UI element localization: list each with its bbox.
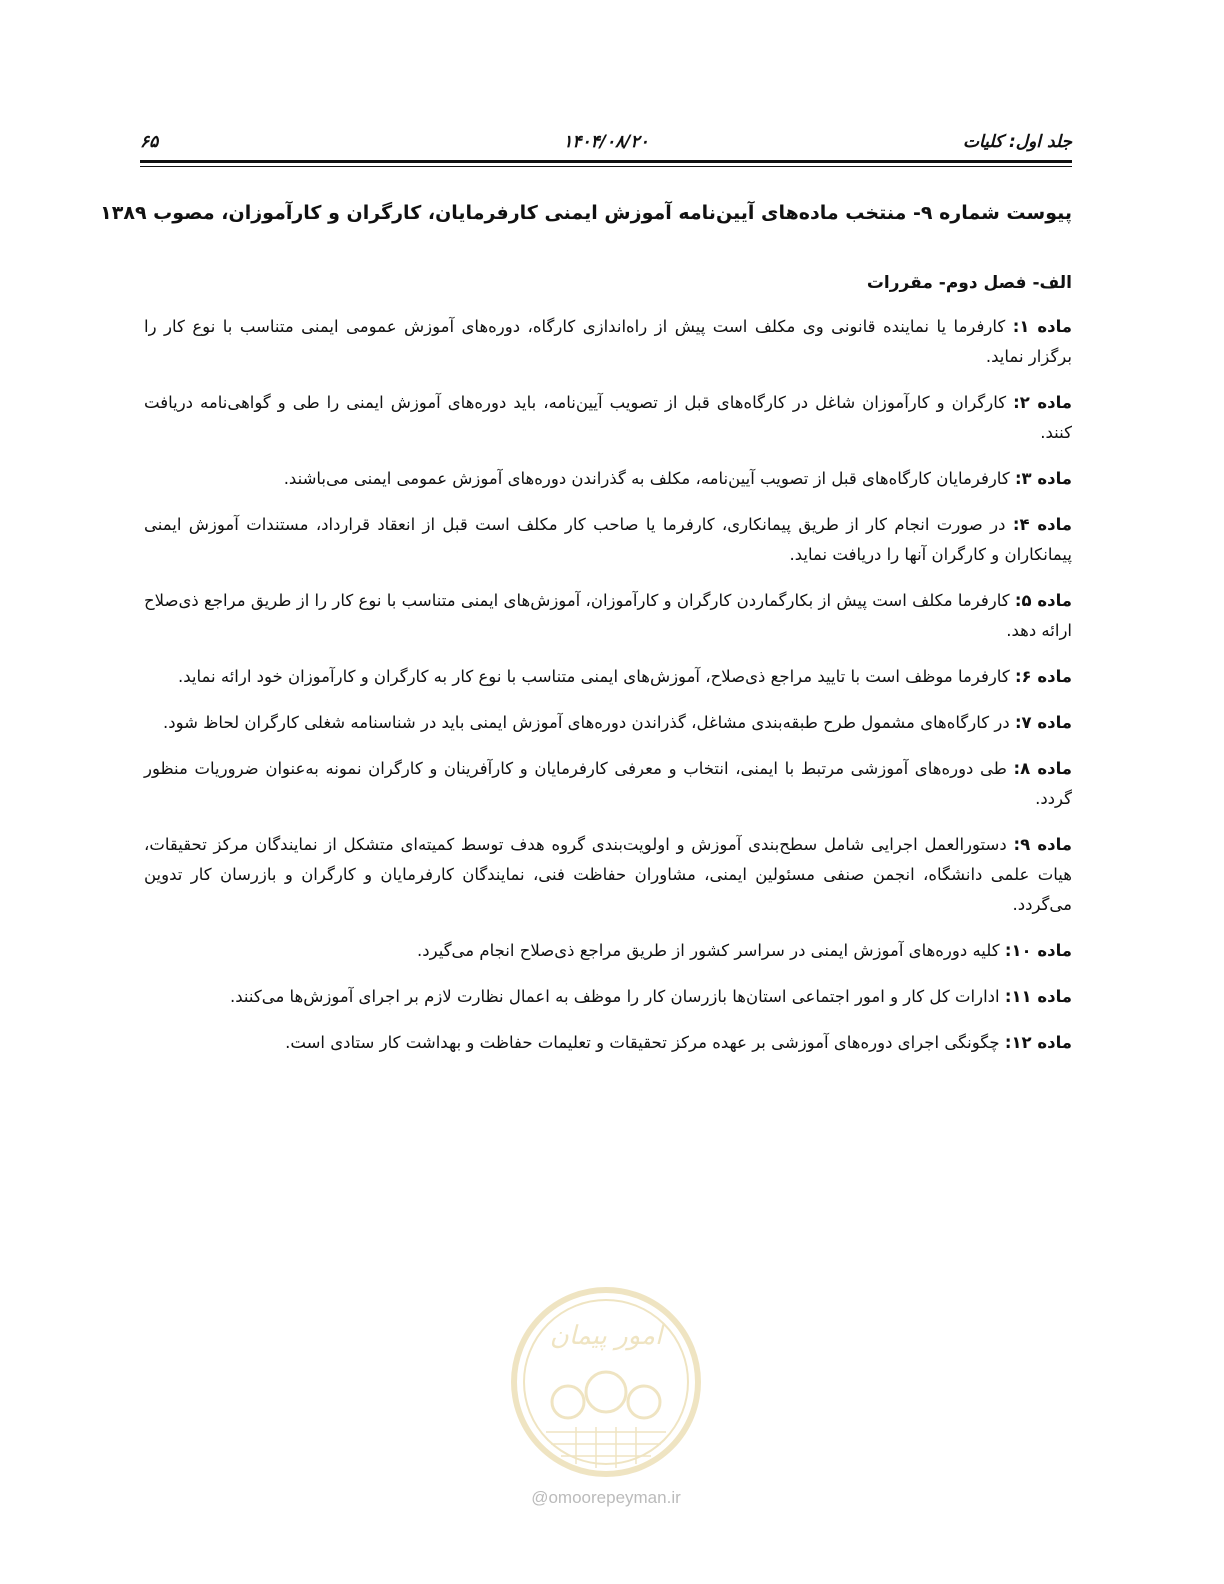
article-text: کارفرما مکلف است پیش از بکارگماردن کارگران و کارآموزان، آموزش‌های ایمنی متناسب با نوع کار را از طریق مراجع ذی‌صلاح ارائه دهد. bbox=[144, 591, 1072, 640]
article-11 bbox=[144, 982, 1072, 1012]
article-1 bbox=[144, 312, 1072, 372]
article-label: ماده ۱۰: bbox=[1004, 941, 1072, 960]
article-3 bbox=[144, 464, 1072, 494]
article-6 bbox=[144, 662, 1072, 692]
header-rule-thin bbox=[140, 166, 1072, 167]
article-text: ادارات کل کار و امور اجتماعی استان‌ها بازرسان کار را موظف به اعمال نظارت لازم بر اجرای آموزش‌ها می‌کنند. bbox=[229, 987, 1005, 1006]
publisher-logo-watermark bbox=[506, 1282, 706, 1482]
article-12 bbox=[144, 1028, 1072, 1058]
article-label: ماده ۲: bbox=[1013, 393, 1072, 412]
article-label: ماده ۵: bbox=[1014, 591, 1072, 610]
article-text: در صورت انجام کار از طریق پیمانکاری، کارفرما یا صاحب کار مکلف است قبل از انعقاد قرارداد، مستندات آموزش ایمنی پیمانکاران و کارگران آنها را دریافت نماید. bbox=[144, 515, 1072, 564]
header-rule-thick bbox=[140, 160, 1072, 163]
article-label: ماده ۱۱: bbox=[1004, 987, 1072, 1006]
header-date: ۱۴۰۴/۰۸/۲۰ bbox=[563, 132, 649, 152]
appendix-title: پیوست شماره ۹- منتخب ماده‌های آیین‌نامه آموزش ایمنی کارفرمایان، کارگران و کارآموزان، مصوب ۱۳۸۹ bbox=[100, 202, 1072, 224]
article-text: در کارگاه‌های مشمول طرح طبقه‌بندی مشاغل، گذراندن دوره‌های آموزش ایمنی باید در شناسنامه شغلی کارگران لحاظ شود. bbox=[162, 713, 1015, 732]
articles-body bbox=[144, 268, 1072, 1074]
article-label: ماده ۸: bbox=[1013, 759, 1072, 778]
article-text: چگونگی اجرای دوره‌های آموزشی بر عهده مرکز تحقیقات و تعلیمات حفاظت و بهداشت کار ستادی است. bbox=[285, 1033, 1005, 1052]
article-text: کارفرما یا نماینده قانونی وی مکلف است پیش از راه‌اندازی کارگاه، دوره‌های آموزش عمومی ایمنی متناسب با نوع کار را برگزار نماید. bbox=[144, 317, 1072, 366]
article-label: ماده ۱۲: bbox=[1004, 1033, 1072, 1052]
articles-list bbox=[144, 312, 1072, 1058]
article-8 bbox=[144, 754, 1072, 814]
article-text: کارگران و کارآموزان شاغل در کارگاه‌های قبل از تصویب آیین‌نامه، باید دوره‌های آموزش ایمنی را طی و گواهی‌نامه دریافت کنند. bbox=[144, 393, 1072, 442]
page-header bbox=[140, 128, 1072, 160]
article-2 bbox=[144, 388, 1072, 448]
article-text: کارفرما موظف است با تایید مراجع ذی‌صلاح، آموزش‌های ایمنی متناسب با نوع کار به کارگران و کارآموزان خود ارائه نماید. bbox=[177, 667, 1015, 686]
article-label: ماده ۶: bbox=[1014, 667, 1072, 686]
article-label: ماده ۹: bbox=[1013, 835, 1072, 854]
page-number: ۶۵ bbox=[140, 132, 159, 152]
article-text: کارفرمایان کارگاه‌های قبل از تصویب آیین‌نامه، مکلف به گذراندن دوره‌های آموزش عمومی ایمنی می‌باشند. bbox=[283, 469, 1015, 488]
section-heading: الف- فصل دوم- مقررات bbox=[866, 273, 1072, 293]
article-label: ماده ۳: bbox=[1014, 469, 1072, 488]
article-9 bbox=[144, 830, 1072, 920]
article-10 bbox=[144, 936, 1072, 966]
article-7 bbox=[144, 708, 1072, 738]
article-4 bbox=[144, 510, 1072, 570]
article-text: دستورالعمل اجرایی شامل سطح‌بندی آموزش و اولویت‌بندی گروه هدف توسط کمیته‌ای متشکل از نمایندگان مرکز تحقیقات، هیات علمی دانشگاه، انجمن صنفی مسئولین ایمنی، مشاوران حفاظت فنی، نمایندگان کارفرمایان و کارگران و بازرسان کار تدوین می‌گردد. bbox=[144, 835, 1072, 914]
article-5 bbox=[144, 586, 1072, 646]
volume-title: جلد اول: کلیات bbox=[962, 132, 1072, 152]
website-watermark: @omoorepeyman.ir bbox=[531, 1488, 681, 1507]
article-label: ماده ۱: bbox=[1012, 317, 1072, 336]
article-text: طی دوره‌های آموزشی مرتبط با ایمنی، انتخاب و معرفی کارفرمایان و کارآفرینان و کارگران نمونه به‌عنوان ضروریات منظور گردد. bbox=[144, 759, 1072, 808]
article-label: ماده ۴: bbox=[1012, 515, 1072, 534]
article-label: ماده ۷: bbox=[1014, 713, 1072, 732]
logo-lettering: امور پیمان bbox=[549, 1321, 663, 1351]
article-text: کلیه دوره‌های آموزش ایمنی در سراسر کشور از طریق مراجع ذی‌صلاح انجام می‌گیرد. bbox=[417, 941, 1005, 960]
